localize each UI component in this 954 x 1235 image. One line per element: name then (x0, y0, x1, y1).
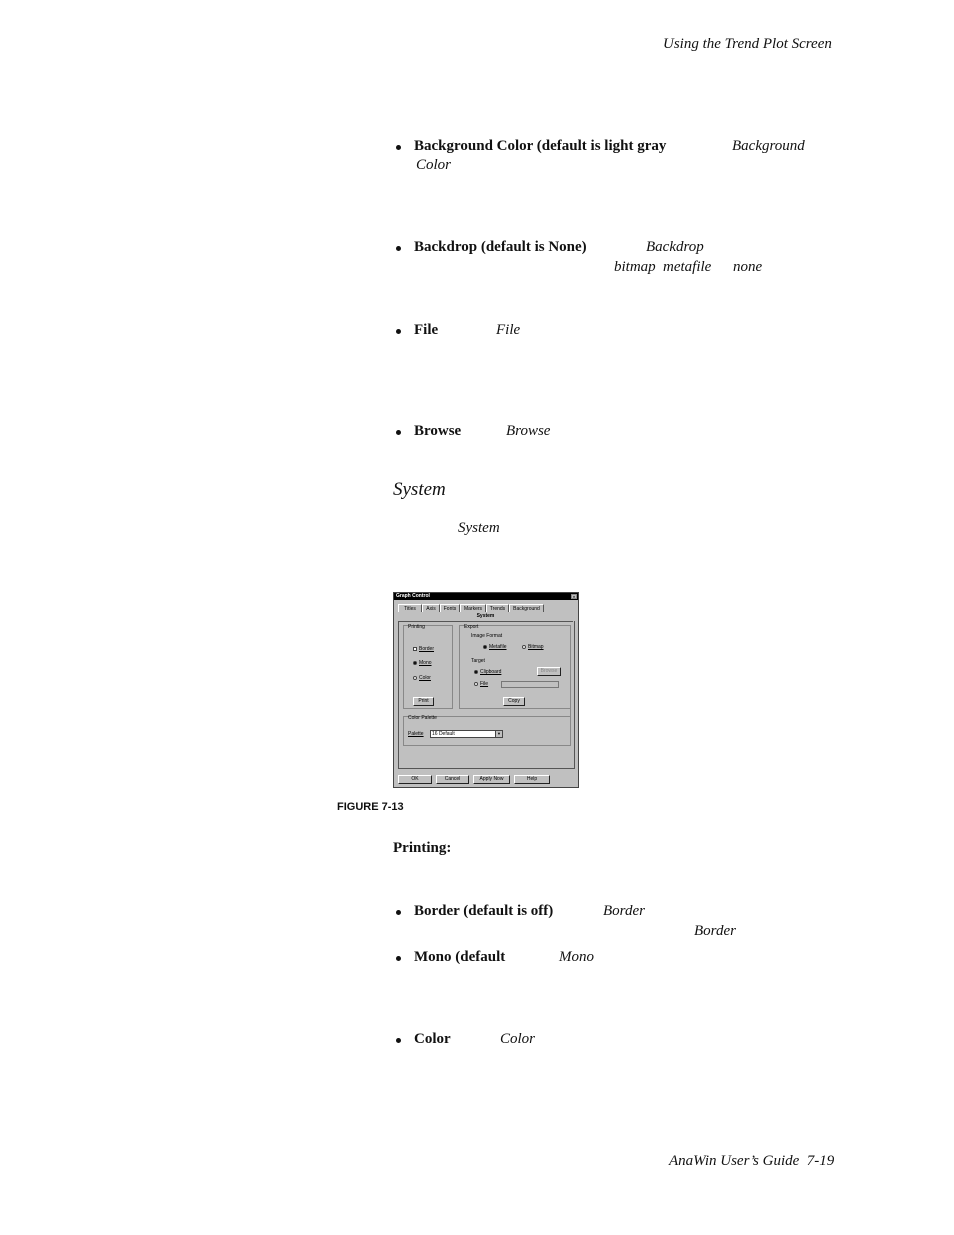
backdrop-option-metafile: metafile (663, 259, 712, 275)
metafile-radio-label: Metafile (489, 644, 507, 650)
tab-axis[interactable]: Axis (422, 604, 440, 612)
bullet-background-color-term2: Color (416, 157, 452, 173)
mono-radio-label: Mono (419, 660, 432, 666)
cancel-button[interactable]: Cancel (436, 775, 469, 784)
palette-select-value: 16 Default (432, 731, 455, 737)
bullet-file-term: File (496, 322, 521, 338)
tab-titles[interactable]: Titles (398, 604, 422, 612)
bullet-dot (396, 246, 401, 251)
image-format-label: Image Format (471, 633, 503, 639)
clipboard-radio[interactable] (474, 670, 478, 674)
print-button[interactable]: Print (413, 697, 434, 706)
bullet-border-term: Border (603, 903, 645, 919)
bullet-mono-label: Mono (default (414, 949, 506, 965)
tab-background[interactable]: Background (509, 604, 544, 612)
clipboard-radio-label: Clipboard (480, 669, 502, 675)
bullet-dot (396, 910, 401, 915)
tab-fonts[interactable]: Fonts (440, 604, 460, 612)
backdrop-option-bitmap: bitmap (614, 259, 656, 275)
file-radio-label: File (480, 681, 489, 687)
help-button[interactable]: Help (514, 775, 550, 784)
border-checkbox-label: Border (419, 646, 435, 652)
bullet-background-color-term: Background (732, 138, 805, 154)
bullet-dot (396, 956, 401, 961)
ok-button[interactable]: OK (398, 775, 432, 784)
bullet-browse-label: Browse (414, 423, 462, 439)
bullet-file-label: File (414, 322, 439, 338)
dialog-titlebar (394, 593, 578, 600)
border-checkbox[interactable] (413, 647, 417, 651)
section-body-term: System (458, 520, 500, 536)
bullet-border-label: Border (default is off) (414, 903, 554, 919)
tab-system[interactable]: System (398, 612, 573, 622)
tab-trends[interactable]: Trends (486, 604, 509, 612)
dialog-title: Graph Control (396, 593, 430, 599)
running-header: Using the Trend Plot Screen (663, 36, 832, 52)
system-panel (398, 621, 575, 769)
bullet-background-color-label: Background Color (default is light gray (414, 138, 667, 154)
apply-now-button[interactable]: Apply Now (473, 775, 510, 784)
page-footer: AnaWin User’s Guide 7-19 (669, 1153, 835, 1169)
color-radio[interactable] (413, 676, 417, 680)
color-radio-label: Color (419, 675, 431, 681)
backdrop-option-none: none (733, 259, 763, 275)
metafile-radio[interactable] (483, 645, 487, 649)
bullet-backdrop-label: Backdrop (default is None) (414, 239, 587, 255)
export-group-label: Export (464, 624, 479, 630)
bullet-color-label: Color (414, 1031, 451, 1047)
bullet-dot (396, 430, 401, 435)
bitmap-radio-label: Bitmap (528, 644, 544, 650)
bullet-dot (396, 329, 401, 334)
bullet-dot (396, 1038, 401, 1043)
palette-select[interactable] (430, 730, 503, 738)
palette-field-label: Palette (408, 731, 424, 737)
bullet-backdrop-term: Backdrop (646, 239, 704, 255)
graph-control-dialog (393, 592, 579, 788)
browse-button[interactable]: Browse (537, 667, 561, 676)
tab-markers[interactable]: Markers (460, 604, 486, 612)
file-path-field[interactable] (501, 681, 559, 688)
bitmap-radio[interactable] (522, 645, 526, 649)
section-heading: System (393, 479, 446, 500)
printing-heading: Printing: (393, 840, 452, 856)
mono-radio[interactable] (413, 661, 417, 665)
bullet-border-term2: Border (694, 923, 736, 939)
panel-scroll-edge (570, 631, 571, 721)
chevron-down-icon[interactable]: ▼ (495, 731, 502, 737)
copy-button[interactable]: Copy (503, 697, 525, 706)
file-radio[interactable] (474, 682, 478, 686)
palette-group-label: Color Palette (408, 715, 437, 721)
printing-group-label: Printing (408, 624, 425, 630)
bullet-dot (396, 145, 401, 150)
bullet-mono-term: Mono (559, 949, 594, 965)
figure-caption: FIGURE 7-13 (337, 801, 404, 813)
bullet-browse-term: Browse (506, 423, 551, 439)
close-icon[interactable]: × (572, 594, 576, 599)
target-label: Target (471, 658, 485, 664)
bullet-color-term: Color (500, 1031, 536, 1047)
